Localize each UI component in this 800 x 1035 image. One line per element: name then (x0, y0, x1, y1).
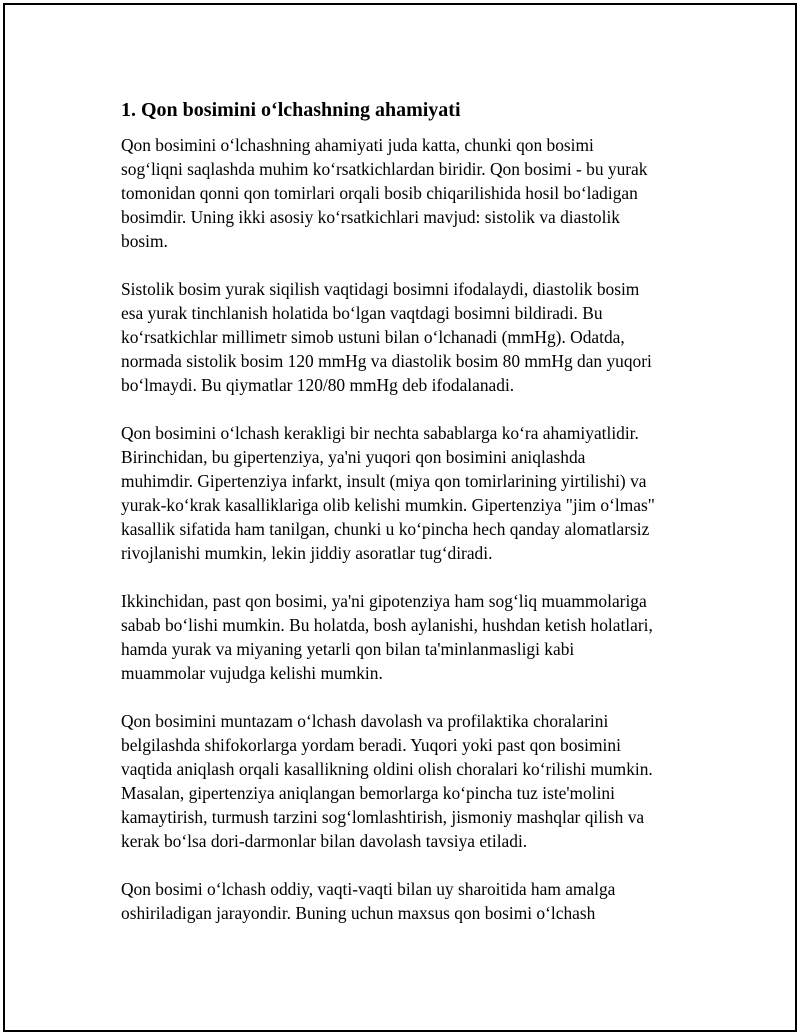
text-line: muhimdir. Gipertenziya infarkt, insult (miya qon tomirlarining yirtilishi) va (121, 471, 647, 491)
text-line: hamda yurak va miyaning yetarli qon bilan ta'minlanmasligi kabi (121, 639, 575, 659)
text-line: kasallik sifatida ham tanilgan, chunki u ko‘pincha hech qanday alomatlarsiz (121, 519, 650, 539)
text-line: Qon bosimini o‘lchash kerakligi bir nechta sabablarga ko‘ra ahamiyatlidir. (121, 423, 639, 443)
paragraph-6 (121, 877, 693, 925)
text-line: Qon bosimini muntazam o‘lchash davolash va profilaktika choralarini (121, 711, 609, 731)
text-line: Masalan, gipertenziya aniqlangan bemorlarga ko‘pincha tuz iste'molini (121, 783, 615, 803)
text-line: Qon bosimini o‘lchashning ahamiyati juda katta, chunki qon bosimi (121, 135, 594, 155)
text-line: rivojlanishi mumkin, lekin jiddiy asoratlar tug‘diradi. (121, 543, 493, 563)
text-line: Birinchidan, bu gipertenziya, ya'ni yuqori qon bosimini aniqlashda (121, 447, 586, 467)
text-line: ko‘rsatkichlar millimetr simob ustuni bilan o‘lchanadi (mmHg). Odatda, (121, 327, 625, 347)
text-line: normada sistolik bosim 120 mmHg va diastolik bosim 80 mmHg dan yuqori (121, 351, 652, 371)
text-line: esa yurak tinchlanish holatida bo‘lgan vaqtdagi bosimni bildiradi. Bu (121, 303, 603, 323)
text-line: kerak bo‘lsa dori-darmonlar bilan davolash tavsiya etiladi. (121, 831, 528, 851)
text-line: vaqtida aniqlash orqali kasallikning oldini olish choralari ko‘rilishi mumkin. (121, 759, 653, 779)
text-line: bo‘lmaydi. Bu qiymatlar 120/80 mmHg deb ifodalanadi. (121, 375, 515, 395)
text-line: Ikkinchidan, past qon bosimi, ya'ni gipotenziya ham sog‘liq muammolariga (121, 591, 647, 611)
paragraph-2 (121, 277, 693, 397)
text-line: muammolar vujudga kelishi mumkin. (121, 663, 383, 683)
text-line: yurak-ko‘krak kasalliklariga olib kelishi mumkin. Gipertenziya "jim o‘lmas" (121, 495, 655, 515)
text-line: sog‘liqni saqlashda muhim ko‘rsatkichlardan biridir. Qon bosimi - bu yurak (121, 159, 648, 179)
text-line: belgilashda shifokorlarga yordam beradi. Yuqori yoki past qon bosimini (121, 735, 621, 755)
paragraph-5 (121, 709, 693, 853)
text-line: bosim. (121, 231, 168, 251)
text-line: Sistolik bosim yurak siqilish vaqtidagi bosimni ifodalaydi, diastolik bosim (121, 279, 640, 299)
page-frame (3, 3, 797, 1032)
section-heading: 1. Qon bosimini o‘lchashning ahamiyati (121, 99, 461, 121)
text-line: kamaytirish, turmush tarzini sog‘lomlashtirish, jismoniy mashqlar qilish va (121, 807, 645, 827)
text-line: Qon bosimi o‘lchash oddiy, vaqti-vaqti bilan uy sharoitida ham amalga (121, 879, 616, 899)
text-line: oshiriladigan jarayondir. Buning uchun maxsus qon bosimi o‘lchash (121, 903, 596, 923)
text-line: tomonidan qonni qon tomirlari orqali bosib chiqarilishida hosil bo‘ladigan (121, 183, 638, 203)
text-line: sabab bo‘lishi mumkin. Bu holatda, bosh aylanishi, hushdan ketish holatlari, (121, 615, 653, 635)
text-line: bosimdir. Uning ikki asosiy ko‘rsatkichlari mavjud: sistolik va diastolik (121, 207, 620, 227)
document-body (121, 97, 693, 949)
paragraph-3 (121, 421, 693, 565)
paragraph-1 (121, 133, 693, 253)
paragraph-4 (121, 589, 693, 685)
